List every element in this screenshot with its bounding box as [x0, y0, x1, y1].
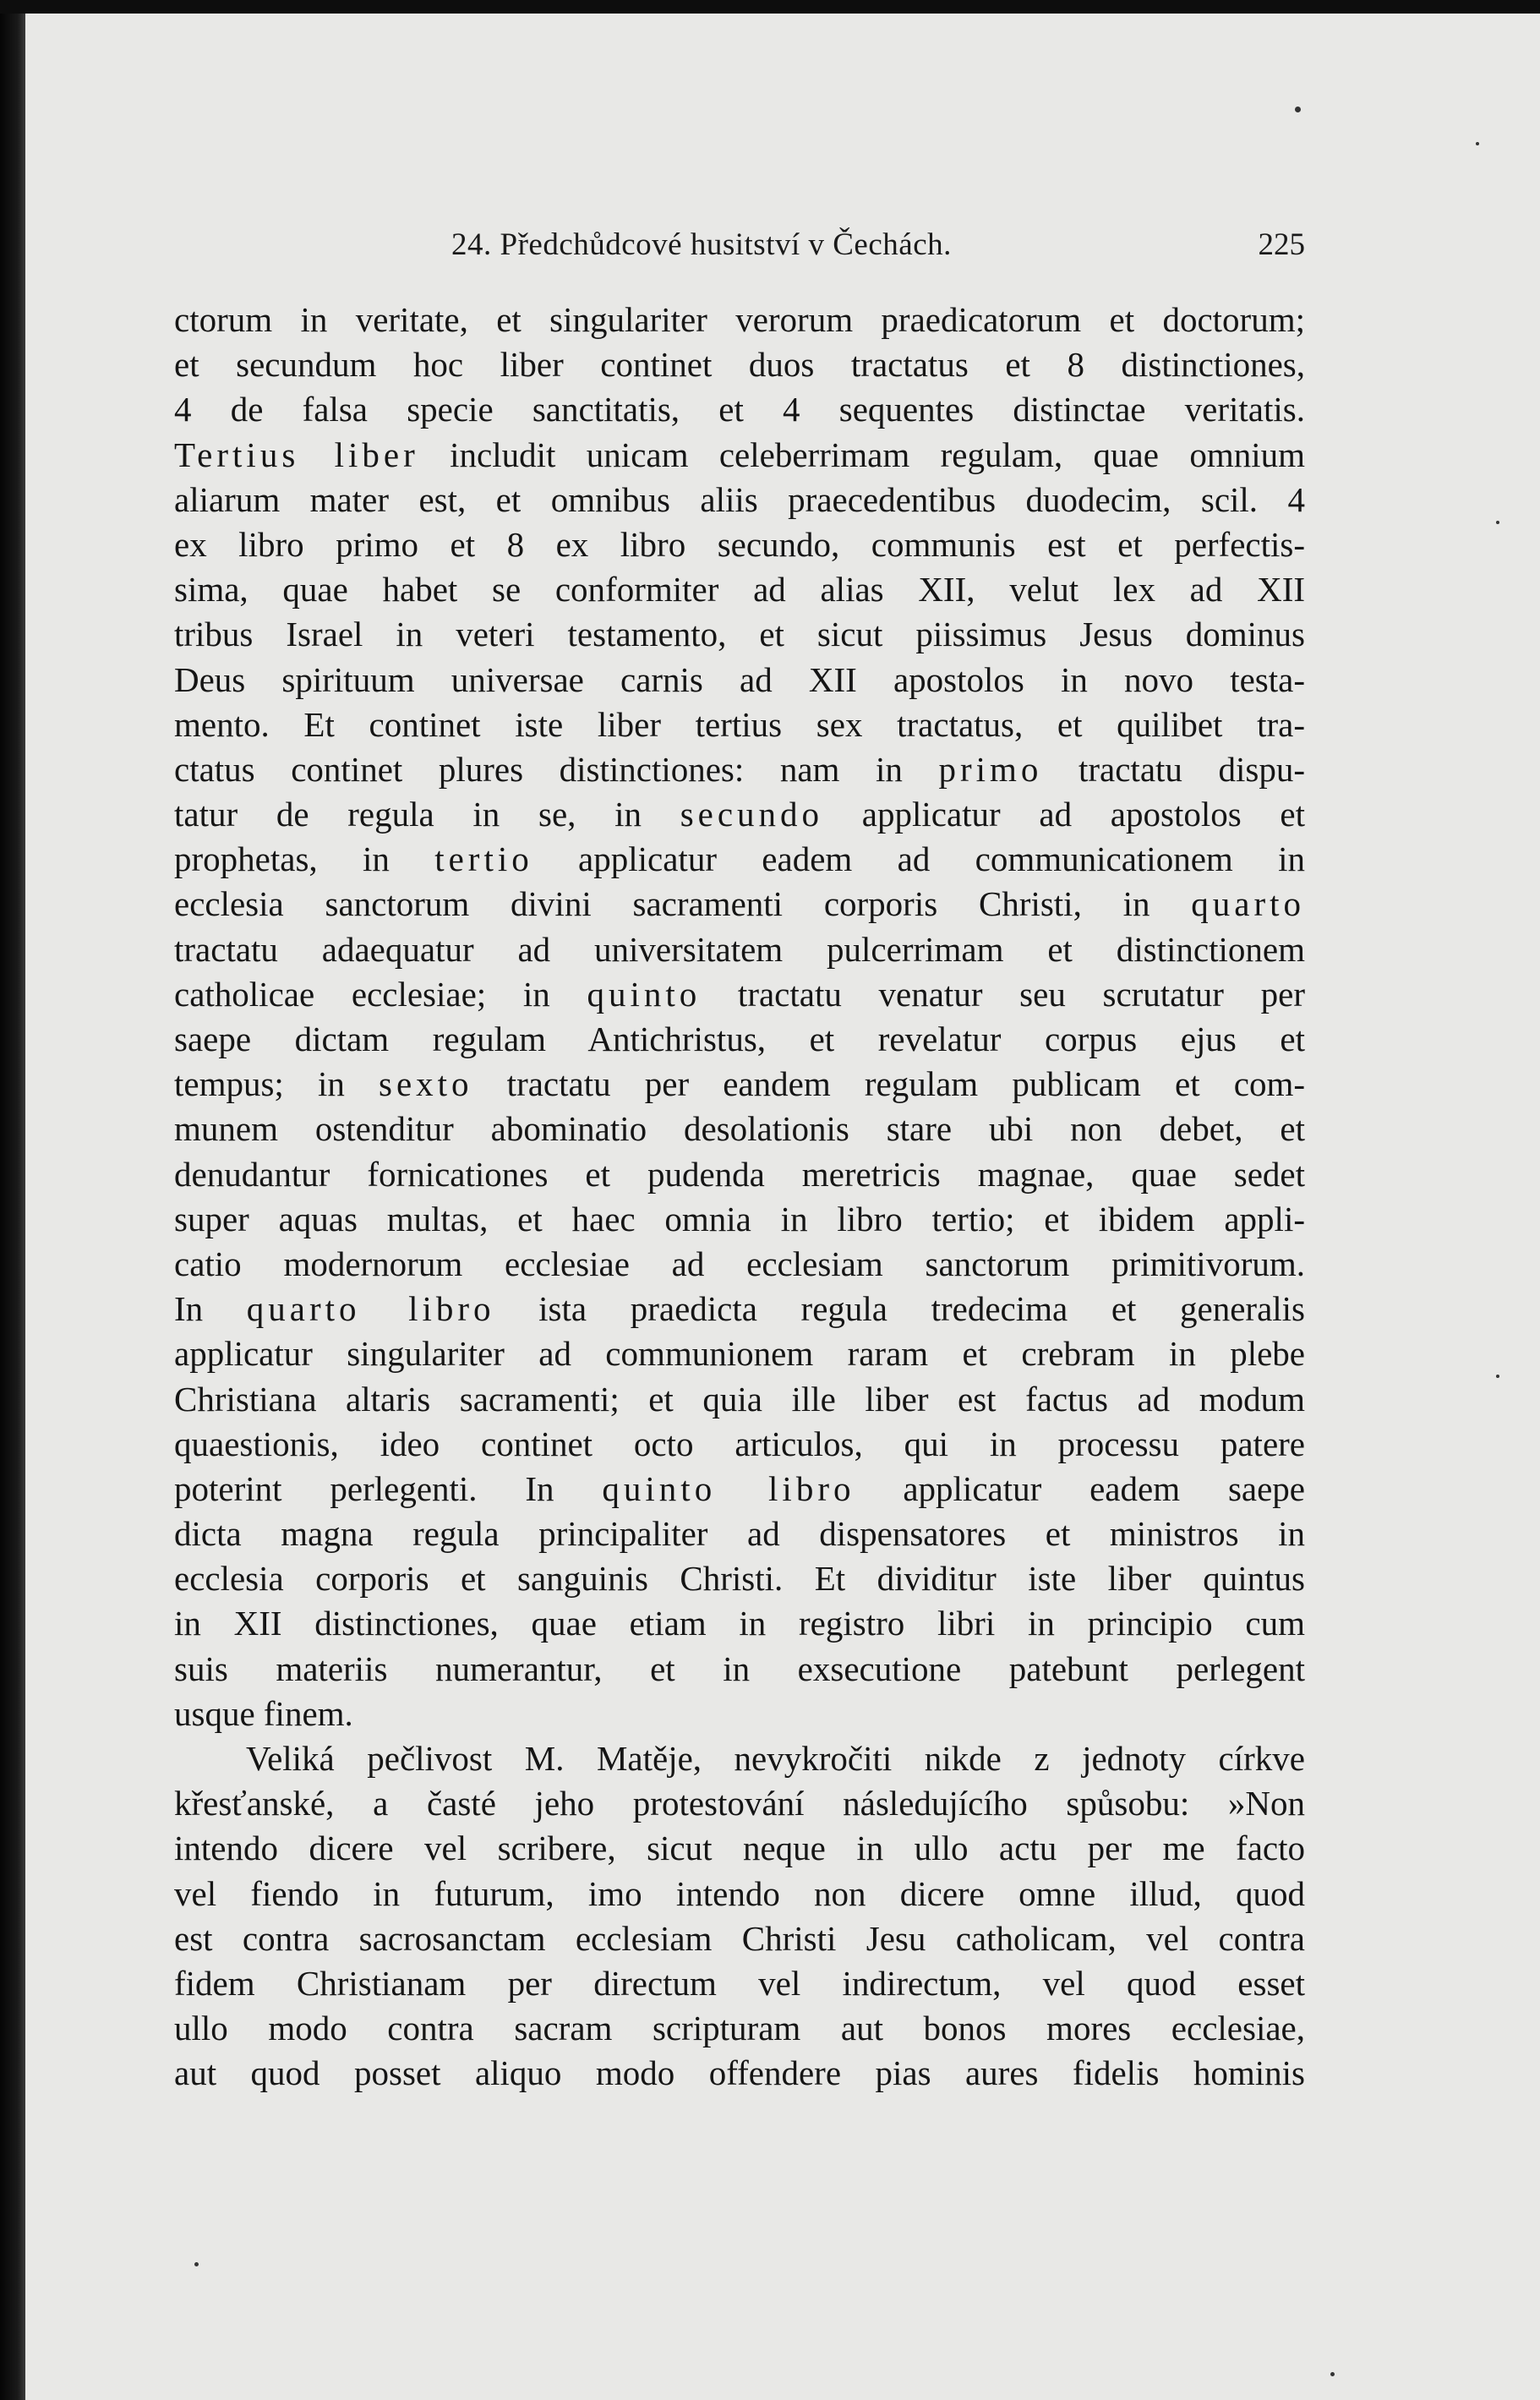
text-segment: tempus; in	[174, 1064, 379, 1104]
text-segment: catio modernorum ecclesiae ad ecclesiam sanctorum primitivorum.	[174, 1244, 1305, 1283]
text-segment: poterint perlegenti. In	[174, 1468, 603, 1508]
text-line	[174, 1152, 1305, 1197]
text-line	[174, 1512, 1305, 1556]
text-segment: munem ostenditur abominatio desolationis stare ubi non debet, et	[174, 1109, 1305, 1149]
text-line	[174, 927, 1305, 972]
scan-top-edge	[0, 0, 1540, 14]
text-segment: ecclesia sanctorum divini sacramenti corporis Christi, in	[174, 884, 1192, 924]
text-segment: ullo modo contra sacram scripturam aut bonos mores ecclesiae,	[174, 2009, 1305, 2048]
text-line	[174, 1692, 1305, 1736]
text-line	[174, 1331, 1305, 1376]
text-line	[174, 882, 1305, 927]
text-segment: dicta magna regula principaliter ad dispensatores et ministros in	[174, 1514, 1305, 1554]
text-line	[174, 1736, 1305, 1781]
text-line	[174, 522, 1305, 567]
text-line	[174, 1422, 1305, 1467]
running-header	[451, 218, 1305, 269]
text-segment: quaestionis, ideo continet octo articulos, qui in processu patere	[174, 1424, 1305, 1463]
text-line	[174, 1242, 1305, 1287]
text-segment: suis materiis numerantur, et in exsecutione patebunt perlegent	[174, 1648, 1305, 1688]
text-segment: in XII distinctiones, quae etiam in registro libri in principio cum	[174, 1604, 1305, 1643]
text-line	[174, 1107, 1305, 1151]
text-line	[174, 658, 1305, 703]
text-segment: Veliká pečlivost M. Matěje, nevykročiti nikde z jednoty církve	[246, 1739, 1305, 1778]
text-segment: tractatu dispu-	[1042, 749, 1305, 789]
speck	[1496, 521, 1499, 524]
spaced-emphasis: primo	[938, 749, 1043, 789]
text-line	[174, 567, 1305, 612]
text-line	[174, 972, 1305, 1017]
text-segment: intendo dicere vel scribere, sicut neque in ullo actu per me facto	[174, 1829, 1305, 1868]
text-segment: tribus Israel in veteri testamento, et sicut piissimus Jesus dominus	[174, 615, 1305, 654]
speck	[1295, 107, 1301, 112]
page-number: 225	[1258, 227, 1305, 262]
text-line	[174, 1197, 1305, 1242]
text-segment: saepe dictam regulam Antichristus, et revelatur corpus ejus et	[174, 1020, 1305, 1058]
scan-left-edge	[0, 0, 25, 2400]
spaced-emphasis: quarto libro	[246, 1289, 495, 1329]
text-segment: In	[174, 1289, 247, 1329]
text-segment: usque finem.	[174, 1693, 353, 1733]
text-segment: applicatur singulariter ad communionem raram et crebram in plebe	[174, 1334, 1305, 1374]
text-segment: vel fiendo in futurum, imo intendo non dicere omne illud, quod	[174, 1873, 1305, 1913]
running-title: 24. Předchůdcové husitství v Čechách.	[451, 227, 952, 262]
text-line	[174, 1556, 1305, 1601]
text-segment: catholicae ecclesiae; in	[174, 974, 587, 1014]
text-line	[174, 1287, 1305, 1331]
text-segment: tractatu venatur seu scrutatur per	[701, 974, 1305, 1014]
text-line	[174, 1647, 1305, 1692]
text-line	[174, 837, 1305, 882]
text-segment: mento. Et continet iste liber tertius sex tractatus, et quilibet tra-	[174, 704, 1305, 744]
text-segment: ista praedicta regula tredecima et generalis	[494, 1289, 1305, 1329]
text-line	[174, 387, 1305, 432]
text-line	[174, 1377, 1305, 1422]
text-segment: tractatu per eandem regulam publicam et com-	[472, 1064, 1305, 1104]
text-line	[174, 1601, 1305, 1646]
text-segment: tractatu adaequatur ad universitatem pulcerrimam et distinctionem	[174, 929, 1305, 969]
text-line	[174, 612, 1305, 657]
spaced-emphasis: Tertius liber	[174, 435, 419, 474]
spaced-emphasis: secundo	[680, 795, 824, 834]
text-segment: et secundum hoc liber continet duos tractatus et 8 distinctiones,	[174, 345, 1305, 385]
text-line	[174, 1916, 1305, 1961]
text-line	[174, 1872, 1305, 1916]
text-segment: applicatur ad apostolos et	[823, 795, 1305, 834]
text-line	[174, 1781, 1305, 1826]
text-line	[174, 1467, 1305, 1512]
text-segment: prophetas, in	[174, 839, 435, 879]
text-segment: tatur de regula in se, in	[174, 795, 680, 834]
text-line	[174, 1961, 1305, 2006]
text-line	[174, 792, 1305, 837]
speck	[1330, 2372, 1335, 2376]
text-line	[174, 703, 1305, 747]
spaced-emphasis: sexto	[379, 1064, 473, 1104]
text-segment: Deus spirituum universae carnis ad XII apostolos in novo testa-	[174, 659, 1305, 699]
text-segment: super aquas multas, et haec omnia in libro tertio; et ibidem appli-	[174, 1199, 1305, 1238]
text-line	[174, 433, 1305, 478]
text-line	[174, 2006, 1305, 2051]
spaced-emphasis: quinto	[587, 974, 702, 1014]
spaced-emphasis: tertio	[434, 839, 533, 879]
text-line	[174, 478, 1305, 522]
speck	[1496, 1375, 1499, 1378]
text-segment: ctatus continet plures distinctiones: nam in	[174, 749, 939, 789]
text-segment: Christiana altaris sacramenti; et quia ille liber est factus ad modum	[174, 1379, 1305, 1419]
text-line	[174, 1826, 1305, 1871]
text-segment: denudantur fornicationes et pudenda meretricis magnae, quae sedet	[174, 1154, 1305, 1194]
body-text	[174, 298, 1305, 2097]
text-line	[174, 2051, 1305, 2096]
text-segment: ctorum in veritate, et singulariter verorum praedicatorum et doctorum;	[174, 300, 1305, 339]
text-segment: includit unicam celeberrimam regulam, quae omnium	[418, 435, 1305, 474]
speck	[1476, 142, 1479, 145]
text-segment: applicatur eadem saepe	[855, 1468, 1305, 1508]
spaced-emphasis: quinto libro	[602, 1468, 855, 1508]
text-segment: křesťanské, a časté jeho protestování následujícího spůsobu: »Non	[174, 1784, 1305, 1823]
text-line	[174, 1017, 1305, 1062]
text-segment: applicatur eadem ad communicationem in	[532, 839, 1305, 879]
text-segment: aut quod posset aliquo modo offendere pias aures fidelis hominis	[174, 2053, 1305, 2093]
text-segment: fidem Christianam per directum vel indirectum, vel quod esset	[174, 1963, 1305, 2003]
speck	[194, 2262, 199, 2266]
text-segment: ecclesia corporis et sanguinis Christi. Et dividitur iste liber quintus	[174, 1559, 1305, 1599]
text-segment: sima, quae habet se conformiter ad alias XII, velut lex ad XII	[174, 570, 1305, 610]
text-segment: aliarum mater est, et omnibus aliis praecedentibus duodecim, scil. 4	[174, 479, 1305, 519]
spaced-emphasis: quarto	[1191, 884, 1305, 924]
text-line	[174, 747, 1305, 792]
text-segment: 4 de falsa specie sanctitatis, et 4 sequentes distinctae veritatis.	[174, 390, 1305, 429]
text-line	[174, 298, 1305, 342]
text-line	[174, 1062, 1305, 1107]
text-segment: est contra sacrosanctam ecclesiam Christi Jesu catholicam, vel contra	[174, 1918, 1305, 1958]
text-line	[174, 342, 1305, 387]
text-segment: ex libro primo et 8 ex libro secundo, communis est et perfectis-	[174, 524, 1305, 564]
